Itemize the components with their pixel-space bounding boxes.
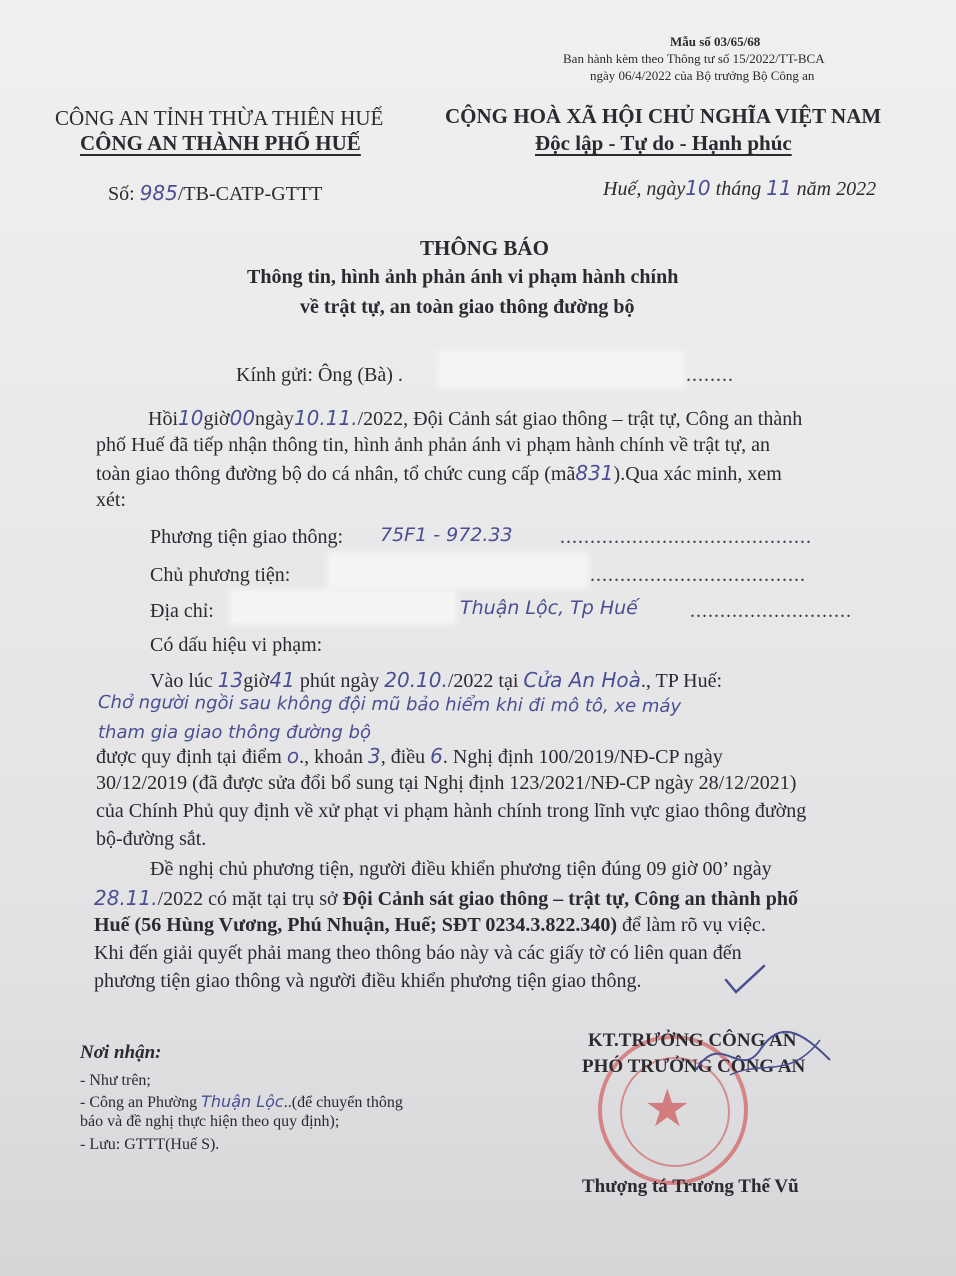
- legal-clause: 3: [367, 744, 381, 768]
- violation-hour: 13: [217, 668, 244, 692]
- report-hour: 10: [178, 406, 204, 430]
- signature-title-2: PHÓ TRƯỞNG CÔNG AN: [582, 1056, 806, 1077]
- request-line3: Huế (56 Hùng Vương, Phú Nhuận, Huế; SĐT 0234.3.822.340) để làm rõ vụ việc.: [94, 914, 766, 936]
- violation-description-1: Chở người ngồi sau không đội mũ bảo hiểm khi đi mô tô, xe máy: [97, 691, 682, 718]
- para1-line4: xét:: [96, 489, 126, 511]
- date-month-label: tháng: [715, 178, 762, 200]
- number-suffix: /TB-CATP-GTTT: [177, 183, 323, 205]
- addressee-dots: ........: [686, 364, 734, 386]
- redacted-address: [232, 592, 454, 622]
- legal-point: o: [286, 744, 300, 768]
- recipient-ward: Thuận Lộc: [201, 1092, 284, 1111]
- violation-date: 20.10.: [384, 668, 448, 692]
- signature-title-1: KT.TRƯỞNG CÔNG AN: [588, 1030, 797, 1051]
- report-minute: 00: [229, 406, 256, 430]
- form-ref-line2: ngày 06/4/2022 của Bộ trưởng Bộ Công an: [590, 68, 815, 83]
- violation-line-legal4: bộ-đường sắt.: [96, 828, 207, 850]
- address-dots: ...........................: [690, 600, 852, 622]
- vehicle-dots: ..........................................: [560, 526, 812, 548]
- para1-line3: toàn giao thông đường bộ do cá nhân, tổ chức cung cấp (mã831).Qua xác minh, xem: [96, 461, 782, 485]
- recipient-1: - Như trên;: [80, 1072, 151, 1089]
- violation-line-legal1: được quy định tại điểm o., khoản 3, điều 6. Nghị định 100/2019/NĐ-CP ngày: [96, 744, 723, 768]
- date-day: 10: [685, 176, 711, 200]
- national-title: CỘNG HOÀ XÃ HỘI CHỦ NGHĨA VIỆT NAM: [445, 104, 882, 128]
- vehicle-plate: 75F1 - 972.33: [380, 524, 513, 546]
- doc-subtitle-1: Thông tin, hình ảnh phản ánh vi phạm hành chính: [247, 266, 679, 288]
- source-code: 831: [575, 461, 614, 485]
- signer-name: Thượng tá Trương Thế Vũ: [582, 1176, 799, 1197]
- owner-dots: ....................................: [590, 564, 806, 586]
- violation-description-2: tham gia giao thông đường bộ: [98, 722, 371, 743]
- redacted-owner: [330, 556, 586, 586]
- violation-label: Có dấu hiệu vi phạm:: [150, 634, 323, 656]
- address-handwritten: Thuận Lộc, Tp Huế: [460, 597, 638, 619]
- national-motto: Độc lập - Tự do - Hạnh phúc: [535, 131, 792, 155]
- agency-name: CÔNG AN THÀNH PHỐ HUẾ: [80, 131, 361, 155]
- recipient-3: - Lưu: GTTT(Huế S).: [80, 1136, 220, 1153]
- recipient-2: - Công an Phường Thuận Lộc..(để chuyển thông: [80, 1092, 403, 1111]
- violation-minute: 41: [269, 668, 295, 692]
- number-prefix: Số:: [108, 183, 135, 205]
- vehicle-label: Phương tiện giao thông:: [150, 526, 344, 548]
- request-line4: Khi đến giải quyết phải mang theo thông báo này và các giấy tờ có liên quan đến: [94, 942, 742, 964]
- document-date: [603, 176, 876, 201]
- redacted-name: [440, 353, 682, 385]
- checkmark-icon: [722, 962, 768, 998]
- handwritten-signature: [690, 1020, 840, 1090]
- star-icon: ★: [644, 1079, 691, 1139]
- request-line5: phương tiện giao thông và người điều khiển phương tiện giao thông.: [94, 970, 642, 992]
- agency-parent: CÔNG AN TỈNH THỪA THIÊN HUẾ: [55, 106, 384, 130]
- violation-line-legal2: 30/12/2019 (đã được sửa đổi bổ sung tại Nghị định 123/2021/NĐ-CP ngày 28/12/2021): [96, 772, 797, 794]
- para1-line1: Hồi10giờ00ngày10.11./2022, Đội Cảnh sát giao thông – trật tự, Công an thành: [148, 406, 803, 430]
- addressee-label: Kính gửi: Ông (Bà) .: [236, 364, 403, 386]
- number-handwritten: 985: [139, 181, 178, 205]
- address-label: Địa chỉ:: [150, 600, 214, 622]
- violation-place: Cửa An Hoà: [523, 668, 641, 692]
- date-prefix: Huế, ngày: [603, 178, 686, 200]
- request-line1: Đề nghị chủ phương tiện, người điều khiển phương tiện đúng 09 giờ 00’ ngày: [150, 858, 772, 880]
- document-number: [108, 181, 322, 206]
- appointment-date: 28.11.: [94, 886, 158, 910]
- legal-article: 6: [430, 744, 443, 768]
- doc-subtitle-2: về trật tự, an toàn giao thông đường bộ: [300, 296, 635, 318]
- report-date: 10.11.: [293, 406, 358, 430]
- form-ref-line1: Ban hành kèm theo Thông tư số 15/2022/TT-BCA: [563, 51, 825, 66]
- recipient-2-cont: báo và đề nghị thực hiện theo quy định);: [80, 1113, 340, 1130]
- date-year: năm 2022: [796, 178, 877, 200]
- request-line2: 28.11./2022 có mặt tại trụ sở Đội Cảnh sát giao thông – trật tự, Công an thành phố: [94, 886, 799, 910]
- recipients-title: Nơi nhận:: [80, 1042, 162, 1063]
- para1-line2: phố Huế đã tiếp nhận thông tin, hình ảnh phản ánh vi phạm hành chính về trật tự, an: [96, 434, 771, 456]
- violation-line1: Vào lúc 13giờ41 phút ngày 20.10./2022 tại Cửa An Hoà., TP Huế:: [150, 668, 723, 692]
- violation-line-legal3: của Chính Phủ quy định về xử phạt vi phạm hành chính trong lĩnh vực giao thông đường: [96, 800, 807, 822]
- doc-title: THÔNG BÁO: [420, 236, 549, 260]
- form-code: Mẫu số 03/65/68: [670, 34, 761, 49]
- owner-label: Chủ phương tiện:: [150, 564, 291, 586]
- date-month: 11: [766, 176, 792, 200]
